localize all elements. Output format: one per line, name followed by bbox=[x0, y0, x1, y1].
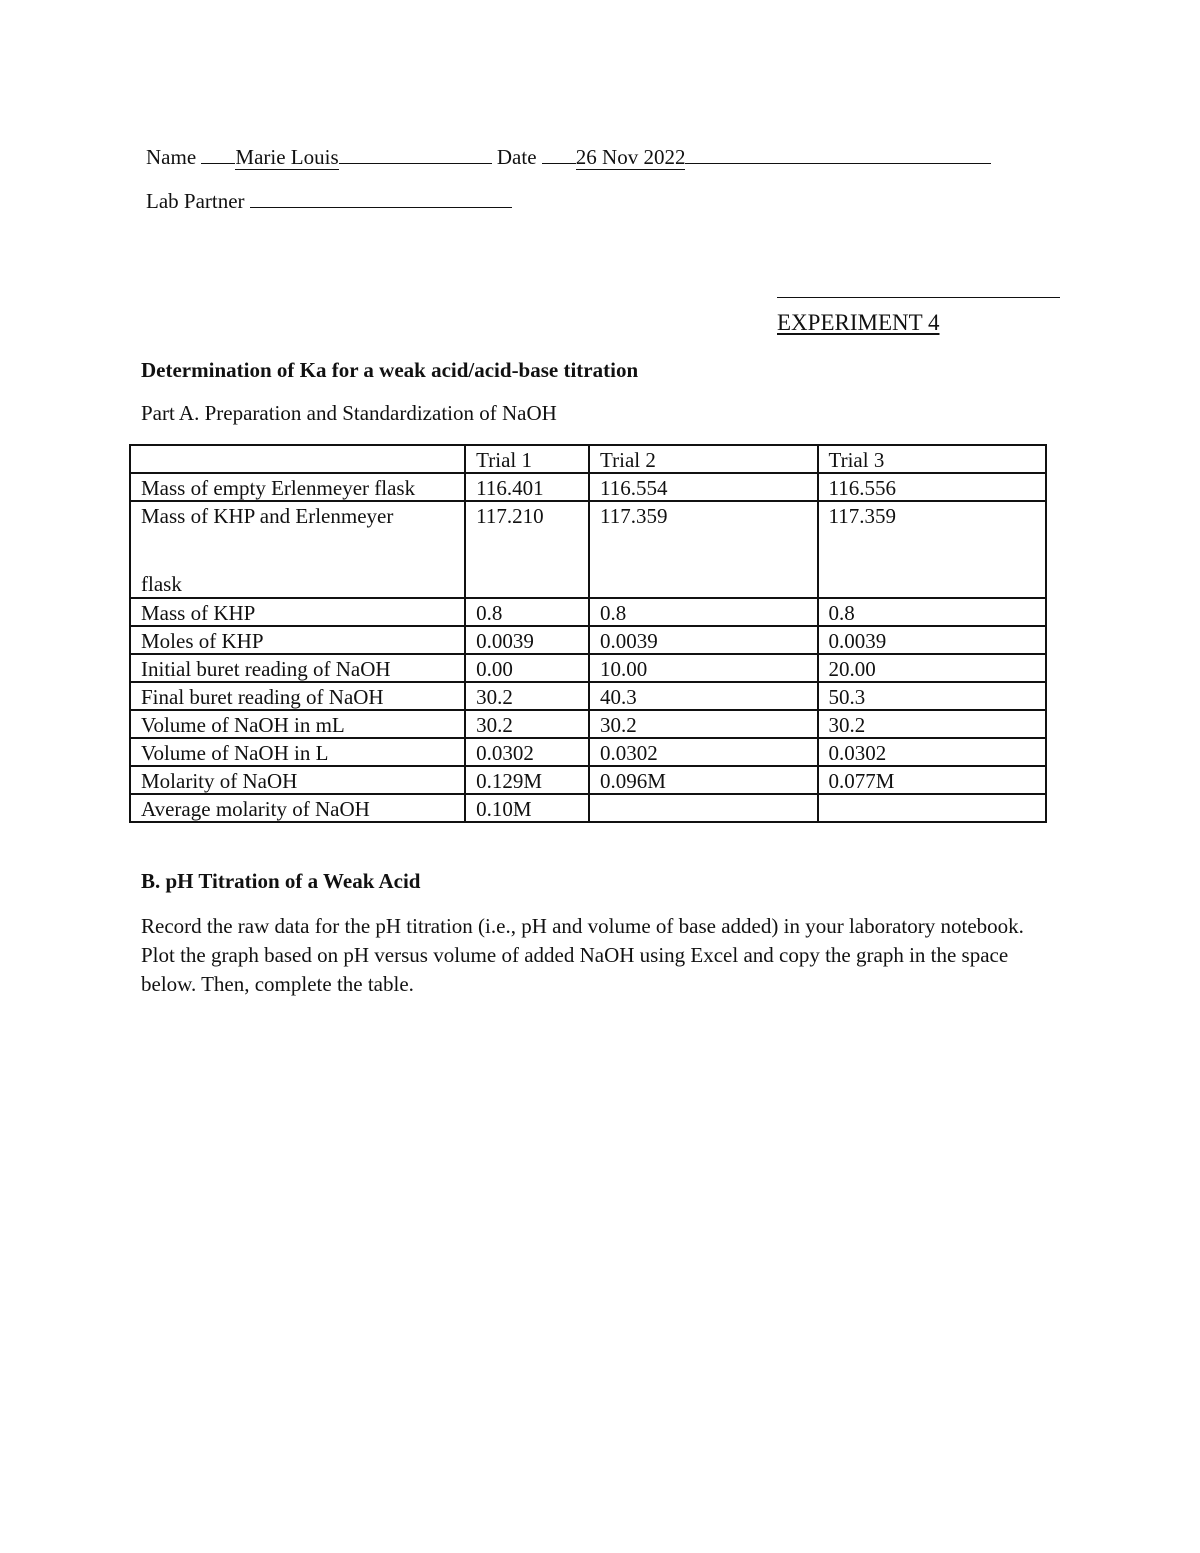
table-cell: 0.10M bbox=[465, 794, 589, 822]
document-heading: Determination of Ka for a weak acid/acid-base titration bbox=[141, 358, 639, 382]
table-cell: 0.096M bbox=[589, 766, 817, 794]
table-cell: 0.0039 bbox=[818, 626, 1047, 654]
table-header-cell bbox=[130, 445, 465, 473]
row-label: Volume of NaOH in L bbox=[130, 738, 465, 766]
row-label-line1: Mass of KHP and Erlenmeyer bbox=[141, 504, 394, 528]
table-cell: 50.3 bbox=[818, 682, 1047, 710]
table-cell: 0.00 bbox=[465, 654, 589, 682]
table-cell: 20.00 bbox=[818, 654, 1047, 682]
name-label: Name bbox=[146, 145, 197, 169]
row-label: Volume of NaOH in mL bbox=[130, 710, 465, 738]
table-header-cell: Trial 1 bbox=[465, 445, 589, 473]
row-label-line2: flask bbox=[141, 572, 182, 596]
table-cell: 0.8 bbox=[465, 598, 589, 626]
table-row bbox=[130, 710, 1046, 738]
table-row bbox=[130, 626, 1046, 654]
name-blank-leading bbox=[201, 145, 235, 164]
table-cell: 30.2 bbox=[465, 710, 589, 738]
row-label: Moles of KHP bbox=[130, 626, 465, 654]
table-cell: 30.2 bbox=[818, 710, 1047, 738]
table-cell: 117.359 bbox=[818, 501, 1047, 598]
standardization-table bbox=[129, 444, 1047, 823]
table-cell: 116.556 bbox=[818, 473, 1047, 501]
lab-partner-line bbox=[146, 189, 512, 213]
date-label: Date bbox=[496, 145, 537, 169]
table-row bbox=[130, 766, 1046, 794]
row-label: Initial buret reading of NaOH bbox=[130, 654, 465, 682]
table-cell: 0.077M bbox=[818, 766, 1047, 794]
table-cell: 30.2 bbox=[589, 710, 817, 738]
table-cell: 0.129M bbox=[465, 766, 589, 794]
table-cell: 0.0039 bbox=[589, 626, 817, 654]
date-field[interactable]: 26 Nov 2022 bbox=[575, 145, 686, 169]
table-cell: 0.0302 bbox=[818, 738, 1047, 766]
table-row bbox=[130, 473, 1046, 501]
table-header-row bbox=[130, 445, 1046, 473]
table-row bbox=[130, 501, 1046, 598]
table-cell: 116.554 bbox=[589, 473, 817, 501]
table-cell: 0.0039 bbox=[465, 626, 589, 654]
table-row bbox=[130, 598, 1046, 626]
table-cell: 117.210 bbox=[465, 501, 589, 598]
table-header-cell: Trial 2 bbox=[589, 445, 817, 473]
table-cell bbox=[818, 794, 1047, 822]
row-label: Mass of KHP bbox=[130, 598, 465, 626]
table-cell: 30.2 bbox=[465, 682, 589, 710]
experiment-title: EXPERIMENT 4 bbox=[777, 310, 940, 335]
table-cell: 0.8 bbox=[818, 598, 1047, 626]
table-cell: 0.0302 bbox=[465, 738, 589, 766]
part-a-title: Part A. Preparation and Standardization of NaOH bbox=[141, 401, 557, 425]
row-label: Average molarity of NaOH bbox=[130, 794, 465, 822]
table-cell: 40.3 bbox=[589, 682, 817, 710]
name-date-line bbox=[146, 145, 991, 169]
table-cell bbox=[589, 794, 817, 822]
table-cell: 0.0302 bbox=[589, 738, 817, 766]
row-label: Mass of empty Erlenmeyer flask bbox=[130, 473, 465, 501]
name-blank-trailing bbox=[339, 145, 492, 164]
experiment-rule bbox=[777, 297, 1060, 298]
table-cell: 0.8 bbox=[589, 598, 817, 626]
table-cell: 116.401 bbox=[465, 473, 589, 501]
row-label: Molarity of NaOH bbox=[130, 766, 465, 794]
table-cell: 10.00 bbox=[589, 654, 817, 682]
row-label: Final buret reading of NaOH bbox=[130, 682, 465, 710]
table-header-cell: Trial 3 bbox=[818, 445, 1047, 473]
name-field[interactable]: Marie Louis bbox=[235, 145, 339, 169]
table-row bbox=[130, 654, 1046, 682]
date-blank-trailing bbox=[685, 145, 991, 164]
table-row bbox=[130, 794, 1046, 822]
row-label bbox=[130, 501, 465, 598]
table-row bbox=[130, 682, 1046, 710]
date-blank-leading bbox=[542, 145, 576, 164]
lab-partner-label: Lab Partner bbox=[146, 189, 245, 213]
table-cell: 117.359 bbox=[589, 501, 817, 598]
section-b-title: B. pH Titration of a Weak Acid bbox=[141, 869, 421, 893]
table-row bbox=[130, 738, 1046, 766]
section-b-instructions: Record the raw data for the pH titration (i.e., pH and volume of base added) in your laboratory notebook. Plot the graph based on pH versus volume of added NaOH using Excel and copy the graph in the space below. Then, complete the table. bbox=[141, 914, 1024, 996]
lab-partner-field[interactable] bbox=[250, 189, 512, 208]
